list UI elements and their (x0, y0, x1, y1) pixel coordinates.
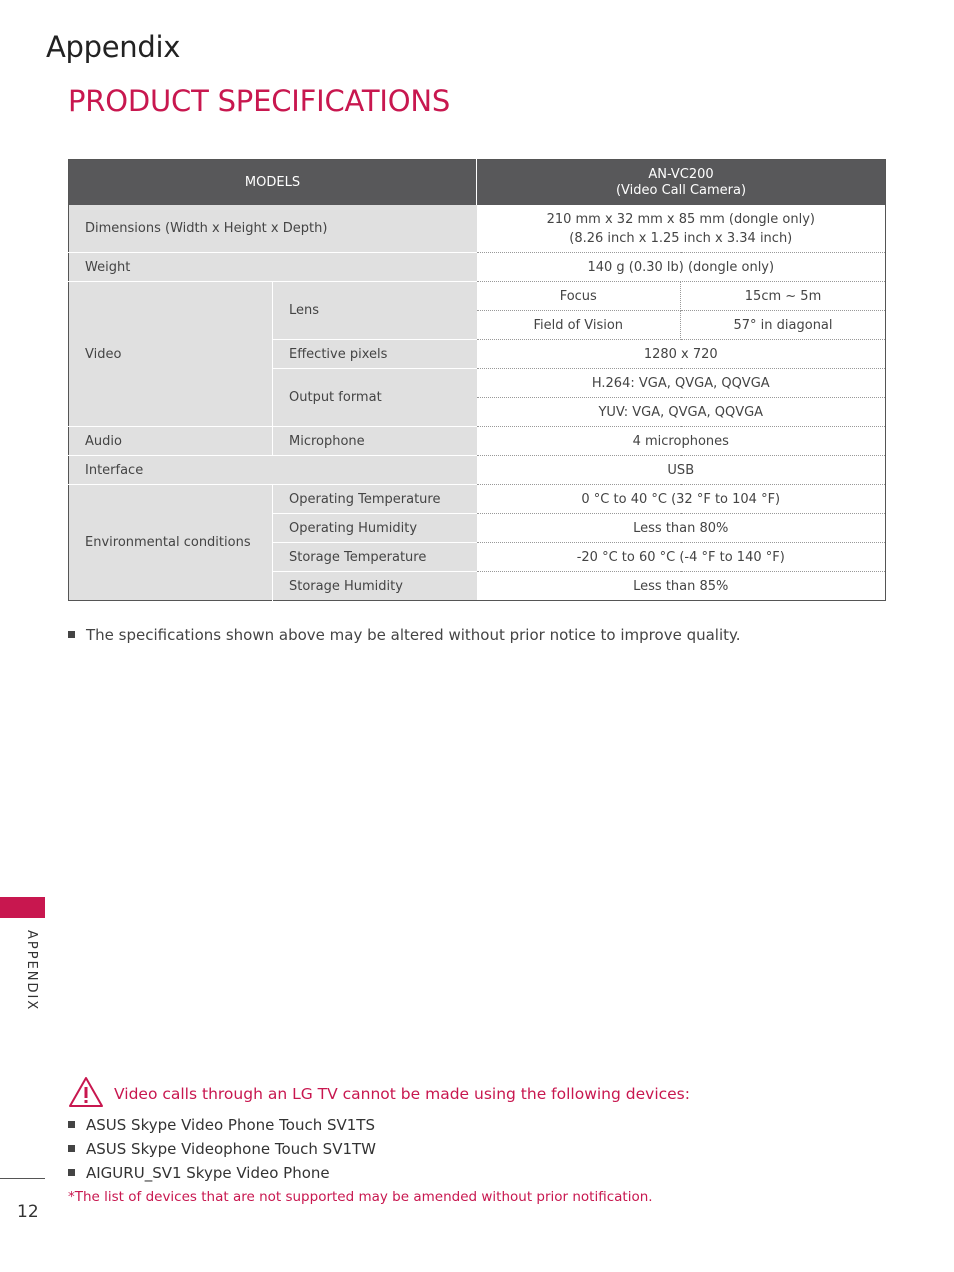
model-subtitle: (Video Call Camera) (615, 182, 747, 198)
fov-label: Field of Vision (477, 311, 681, 340)
table-row (69, 205, 886, 253)
table-row (69, 427, 886, 456)
bullet-icon (68, 1145, 75, 1152)
models-header: MODELS (69, 160, 477, 206)
microphone-value: 4 microphones (477, 427, 886, 456)
page-number-rule (0, 1178, 45, 1179)
op-temp-label: Operating Temperature (273, 485, 477, 514)
list-item (68, 1164, 330, 1182)
video-label: Video (69, 282, 273, 427)
spec-note (68, 626, 741, 644)
fov-value: 57° in diagonal (681, 311, 886, 340)
weight-label: Weight (69, 253, 477, 282)
storage-humidity-label: Storage Humidity (273, 572, 477, 601)
dimensions-imperial: (8.26 inch x 1.25 inch x 3.34 inch) (569, 230, 793, 246)
audio-label: Audio (69, 427, 273, 456)
model-name: AN-VC200 (648, 166, 714, 182)
list-item (68, 1140, 376, 1158)
output-format-h264: H.264: VGA, QVGA, QQVGA (477, 369, 886, 398)
bullet-icon (68, 1121, 75, 1128)
spec-table (68, 159, 886, 601)
bullet-icon (68, 631, 75, 638)
spec-note-text: The specifications shown above may be altered without prior notice to improve quality. (86, 626, 741, 644)
table-row (69, 456, 886, 485)
device-name: ASUS Skype Videophone Touch SV1TW (86, 1140, 376, 1158)
interface-label: Interface (69, 456, 477, 485)
model-name-header (477, 160, 886, 206)
table-row (69, 253, 886, 282)
output-format-yuv: YUV: VGA, QVGA, QQVGA (477, 398, 886, 427)
storage-temp-value: -20 °C to 60 °C (-4 °F to 140 °F) (477, 543, 886, 572)
device-name: AIGURU_SV1 Skype Video Phone (86, 1164, 330, 1182)
side-section-label: APPENDIX (24, 930, 39, 1012)
weight-value: 140 g (0.30 lb) (dongle only) (477, 253, 886, 282)
op-temp-value: 0 °C to 40 °C (32 °F to 104 °F) (477, 485, 886, 514)
op-humidity-value: Less than 80% (477, 514, 886, 543)
page-title: PRODUCT SPECIFICATIONS (68, 84, 451, 118)
storage-humidity-value: Less than 85% (477, 572, 886, 601)
bullet-icon (68, 1169, 75, 1176)
lens-label: Lens (273, 282, 477, 340)
dimensions-label: Dimensions (Width x Height x Depth) (69, 205, 477, 253)
warning-title: Video calls through an LG TV cannot be made using the following devices: (114, 1085, 690, 1103)
footnote: *The list of devices that are not supported may be amended without prior notification. (68, 1189, 653, 1205)
list-item (68, 1116, 375, 1134)
focus-value: 15cm ~ 5m (681, 282, 886, 311)
output-format-label: Output format (273, 369, 477, 427)
section-title: Appendix (46, 30, 181, 64)
focus-label: Focus (477, 282, 681, 311)
warning-icon (68, 1076, 104, 1112)
pixels-label: Effective pixels (273, 340, 477, 369)
pixels-value: 1280 x 720 (477, 340, 886, 369)
table-row (69, 282, 886, 311)
interface-value: USB (477, 456, 886, 485)
dimensions-metric: 210 mm x 32 mm x 85 mm (dongle only) (546, 211, 815, 227)
table-row (69, 485, 886, 514)
page-number: 12 (17, 1202, 39, 1222)
microphone-label: Microphone (273, 427, 477, 456)
environment-label: Environmental conditions (69, 485, 273, 601)
dimensions-value (477, 205, 886, 253)
storage-temp-label: Storage Temperature (273, 543, 477, 572)
side-tab-marker (0, 897, 45, 918)
device-name: ASUS Skype Video Phone Touch SV1TS (86, 1116, 375, 1134)
op-humidity-label: Operating Humidity (273, 514, 477, 543)
table-header-row (69, 160, 886, 206)
